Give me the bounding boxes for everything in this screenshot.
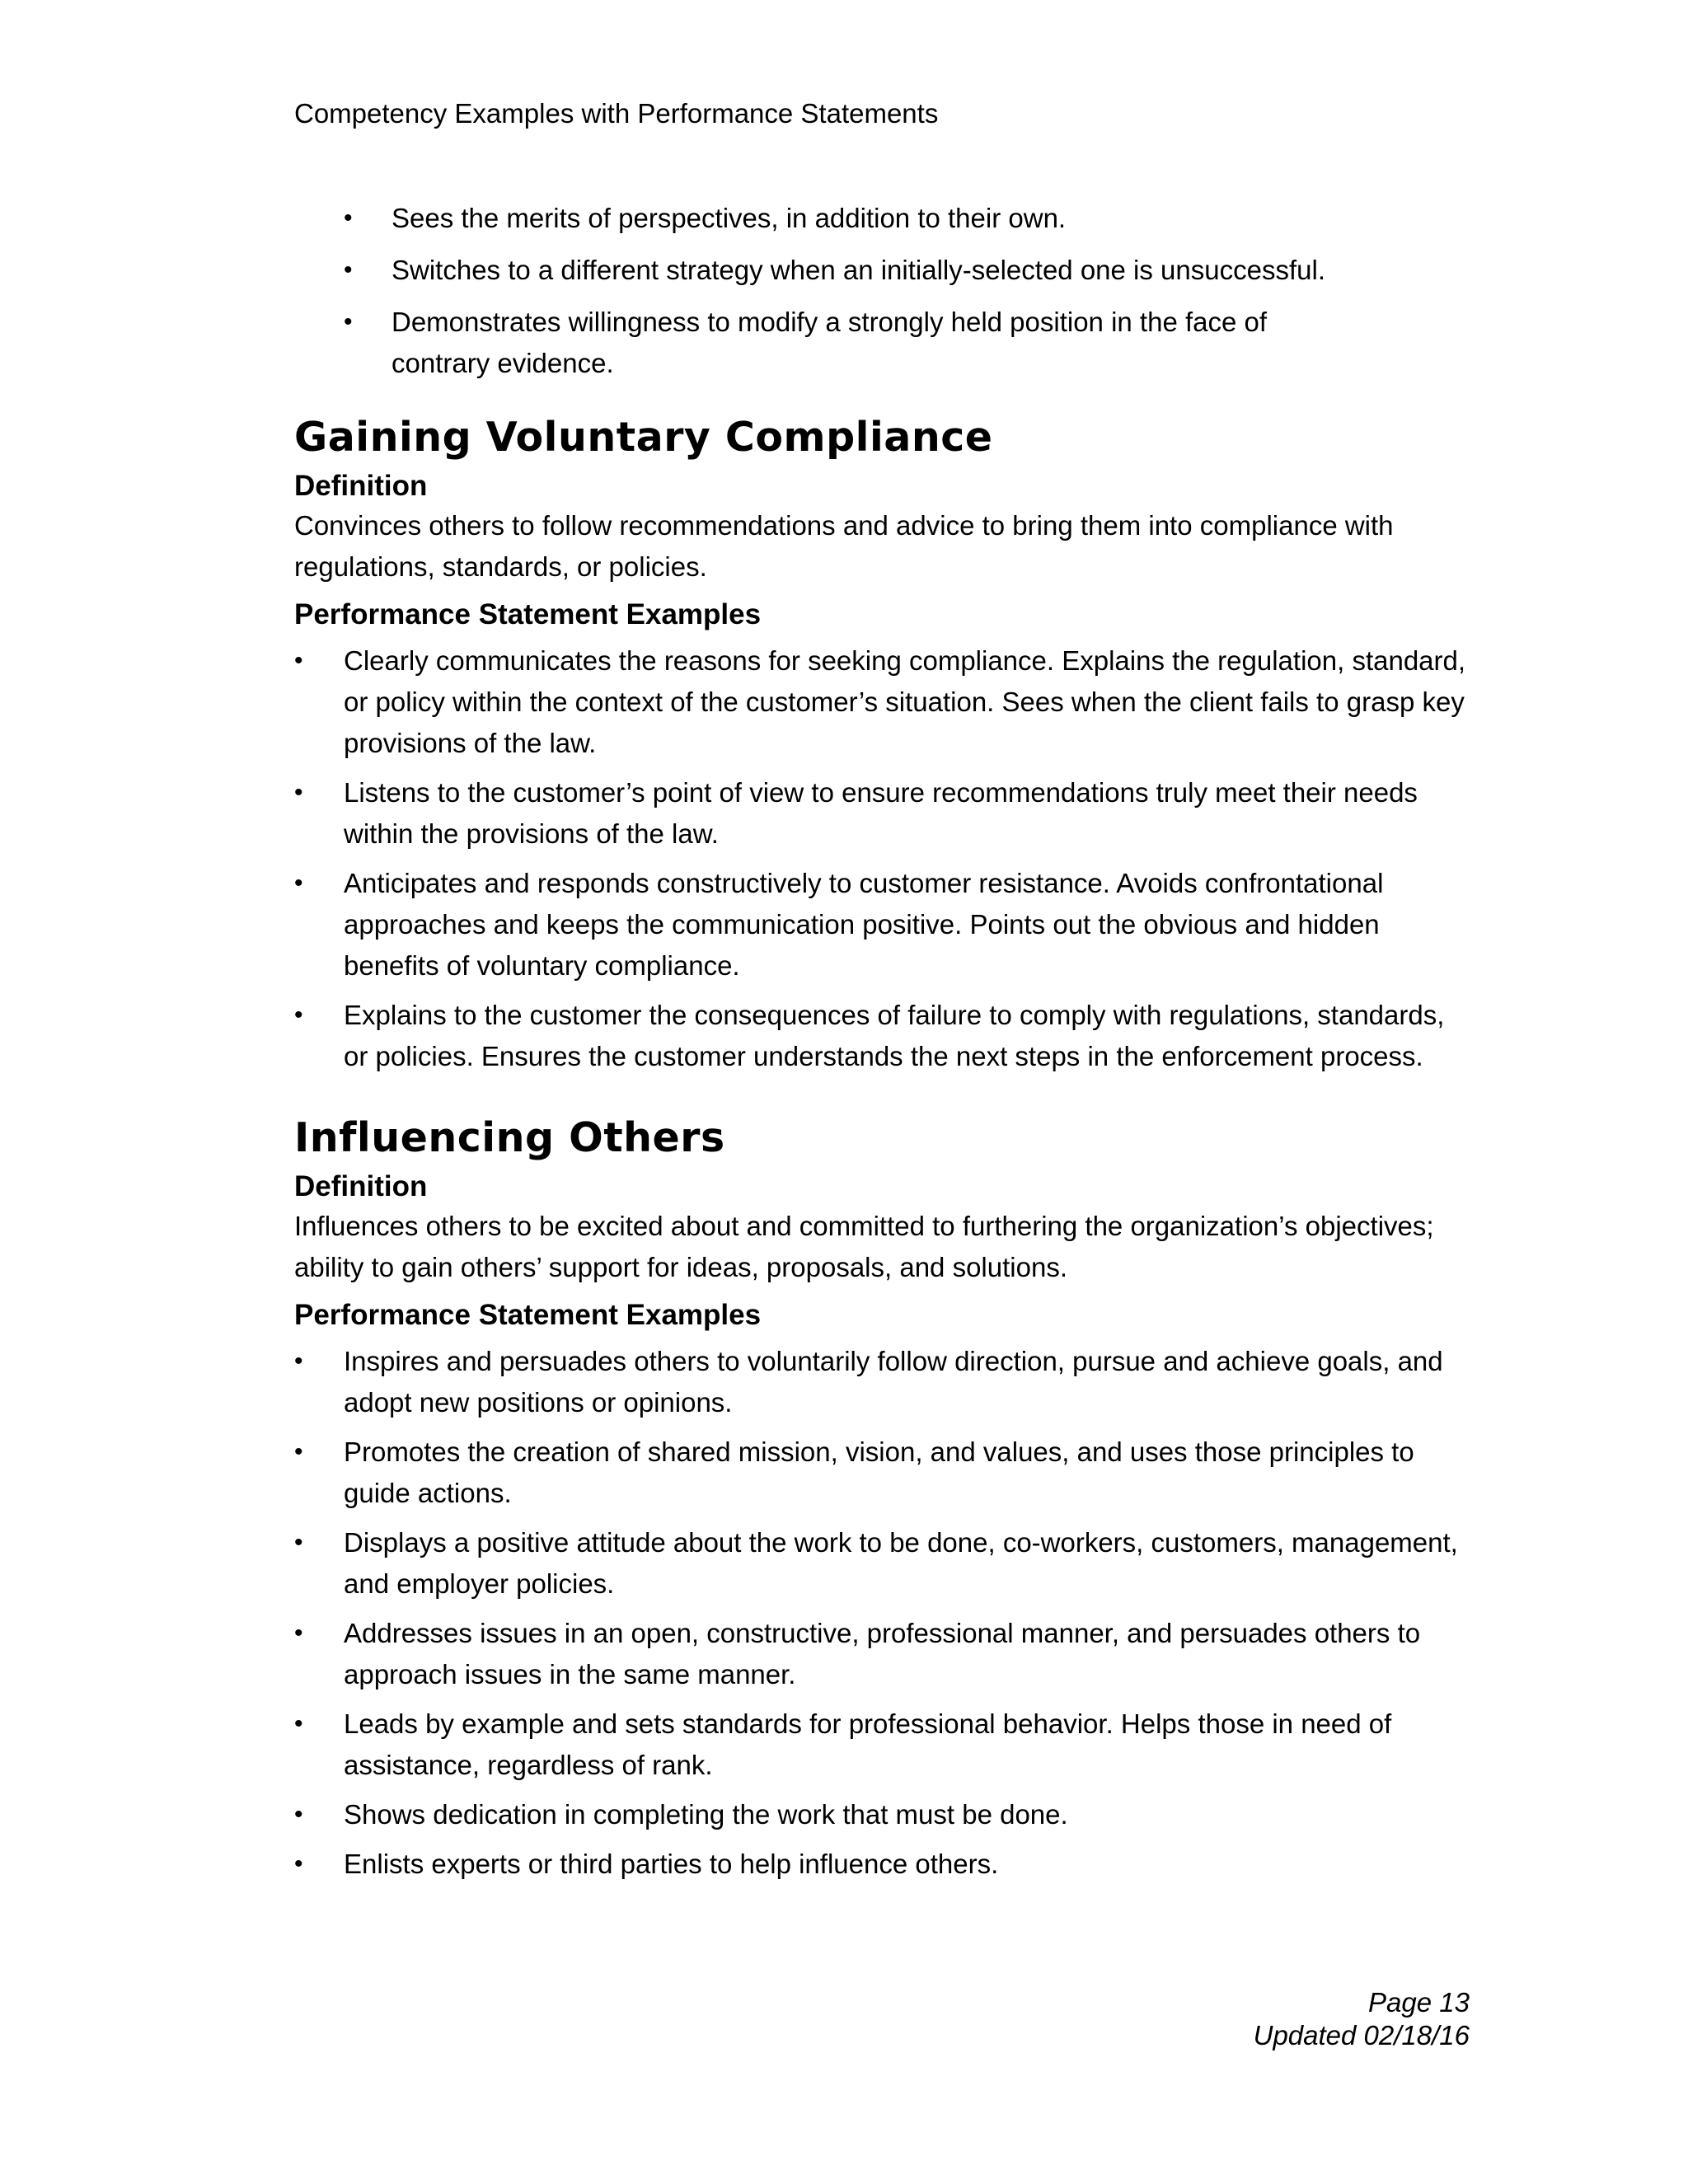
- bullet-icon: •: [294, 869, 303, 897]
- list-item-text: Inspires and persuades others to voluntarily follow direction, pursue and achieve goals, and adopt new positions or opinions.: [344, 1346, 1443, 1418]
- examples-heading: Performance Statement Examples: [294, 598, 762, 630]
- bullet-icon: •: [294, 647, 303, 674]
- list-item: [294, 640, 1473, 764]
- definition-heading: Definition: [294, 470, 428, 502]
- definition-text: Influences others to be excited about and committed to furthering the organization’s objectives; ability to gain others’ support for ideas, proposals, and solutions.: [294, 1211, 1434, 1282]
- list-item: [294, 772, 1473, 855]
- list-item: [294, 1432, 1473, 1514]
- list-item: [294, 1794, 1473, 1835]
- page-number: Page 13: [1368, 1987, 1470, 2018]
- list-item-text: Shows dedication in completing the work that must be done.: [344, 1799, 1068, 1830]
- list-item-text: Clearly communicates the reasons for seeking compliance. Explains the regulation, standard, or policy within the context of the customer’s situation. Sees when the client fails to grasp key provisions of the law.: [344, 645, 1466, 758]
- list-item-text: Explains to the customer the consequences of failure to comply with regulations, standards, or policies. Ensures the customer understands the next steps in the enforcement process.: [344, 1000, 1445, 1071]
- list-item: [294, 302, 1356, 384]
- bullet-icon: •: [294, 1619, 303, 1647]
- list-item: [294, 198, 1504, 239]
- list-item: [294, 1704, 1473, 1786]
- list-item: [294, 995, 1473, 1077]
- intro-bullet-list: [294, 198, 1473, 384]
- list-item-text: Enlists experts or third parties to help influence others.: [344, 1849, 999, 1879]
- list-item-text: Switches to a different strategy when an initially-selected one is unsuccessful.: [392, 255, 1325, 285]
- bullet-icon: •: [294, 779, 303, 806]
- list-item: [294, 1844, 1473, 1885]
- section-influencing-others: [294, 1113, 1473, 1885]
- examples-heading: Performance Statement Examples: [294, 1299, 762, 1331]
- bullet-icon: •: [294, 1850, 303, 1877]
- bullet-icon: •: [294, 1529, 303, 1556]
- page-content: [294, 198, 1473, 1893]
- list-item: [294, 1341, 1473, 1423]
- bullet-icon: •: [294, 1710, 303, 1737]
- list-item: [294, 1522, 1473, 1605]
- section-gaining-voluntary-compliance: [294, 413, 1473, 1077]
- list-item: [294, 250, 1504, 291]
- bullet-icon: •: [294, 1801, 303, 1828]
- bullet-icon: •: [294, 1347, 303, 1375]
- list-item-text: Sees the merits of perspectives, in addition to their own.: [392, 203, 1067, 233]
- list-item-text: Promotes the creation of shared mission, vision, and values, and uses those principles to guide actions.: [344, 1436, 1414, 1508]
- page-footer: [1254, 1986, 1470, 2052]
- bullet-icon: •: [344, 308, 353, 335]
- list-item-text: Demonstrates willingness to modify a strongly held position in the face of contrary evidence.: [392, 307, 1268, 378]
- list-item: [294, 1613, 1473, 1695]
- running-header: Competency Examples with Performance Statements: [294, 98, 939, 129]
- bullet-icon: •: [344, 204, 353, 232]
- updated-date: Updated 02/18/16: [1253, 2020, 1470, 2050]
- definition-heading: Definition: [294, 1170, 428, 1202]
- list-item: [294, 863, 1473, 987]
- section-title: Influencing Others: [294, 1114, 725, 1161]
- bullet-icon: •: [294, 1438, 303, 1465]
- examples-bullet-list: [294, 640, 1473, 1077]
- list-item-text: Anticipates and responds constructively to customer resistance. Avoids confrontational approaches and keeps the communication positive. Points out the obvious and hidden benefits of voluntary compliance.: [344, 868, 1384, 981]
- list-item-text: Leads by example and sets standards for professional behavior. Helps those in need of assistance, regardless of rank.: [344, 1708, 1392, 1780]
- list-item-text: Displays a positive attitude about the work to be done, co-workers, customers, management, and employer policies.: [344, 1527, 1458, 1599]
- list-item-text: Addresses issues in an open, constructive, professional manner, and persuades others to approach issues in the same manner.: [344, 1618, 1421, 1690]
- bullet-icon: •: [344, 256, 353, 284]
- definition-text: Convinces others to follow recommendations and advice to bring them into compliance with regulations, standards, or policies.: [294, 510, 1394, 582]
- list-item-text: Listens to the customer’s point of view to ensure recommendations truly meet their needs within the provisions of the law.: [344, 777, 1418, 849]
- examples-bullet-list: [294, 1341, 1473, 1885]
- bullet-icon: •: [294, 1001, 303, 1029]
- section-title: Gaining Voluntary Compliance: [294, 414, 993, 461]
